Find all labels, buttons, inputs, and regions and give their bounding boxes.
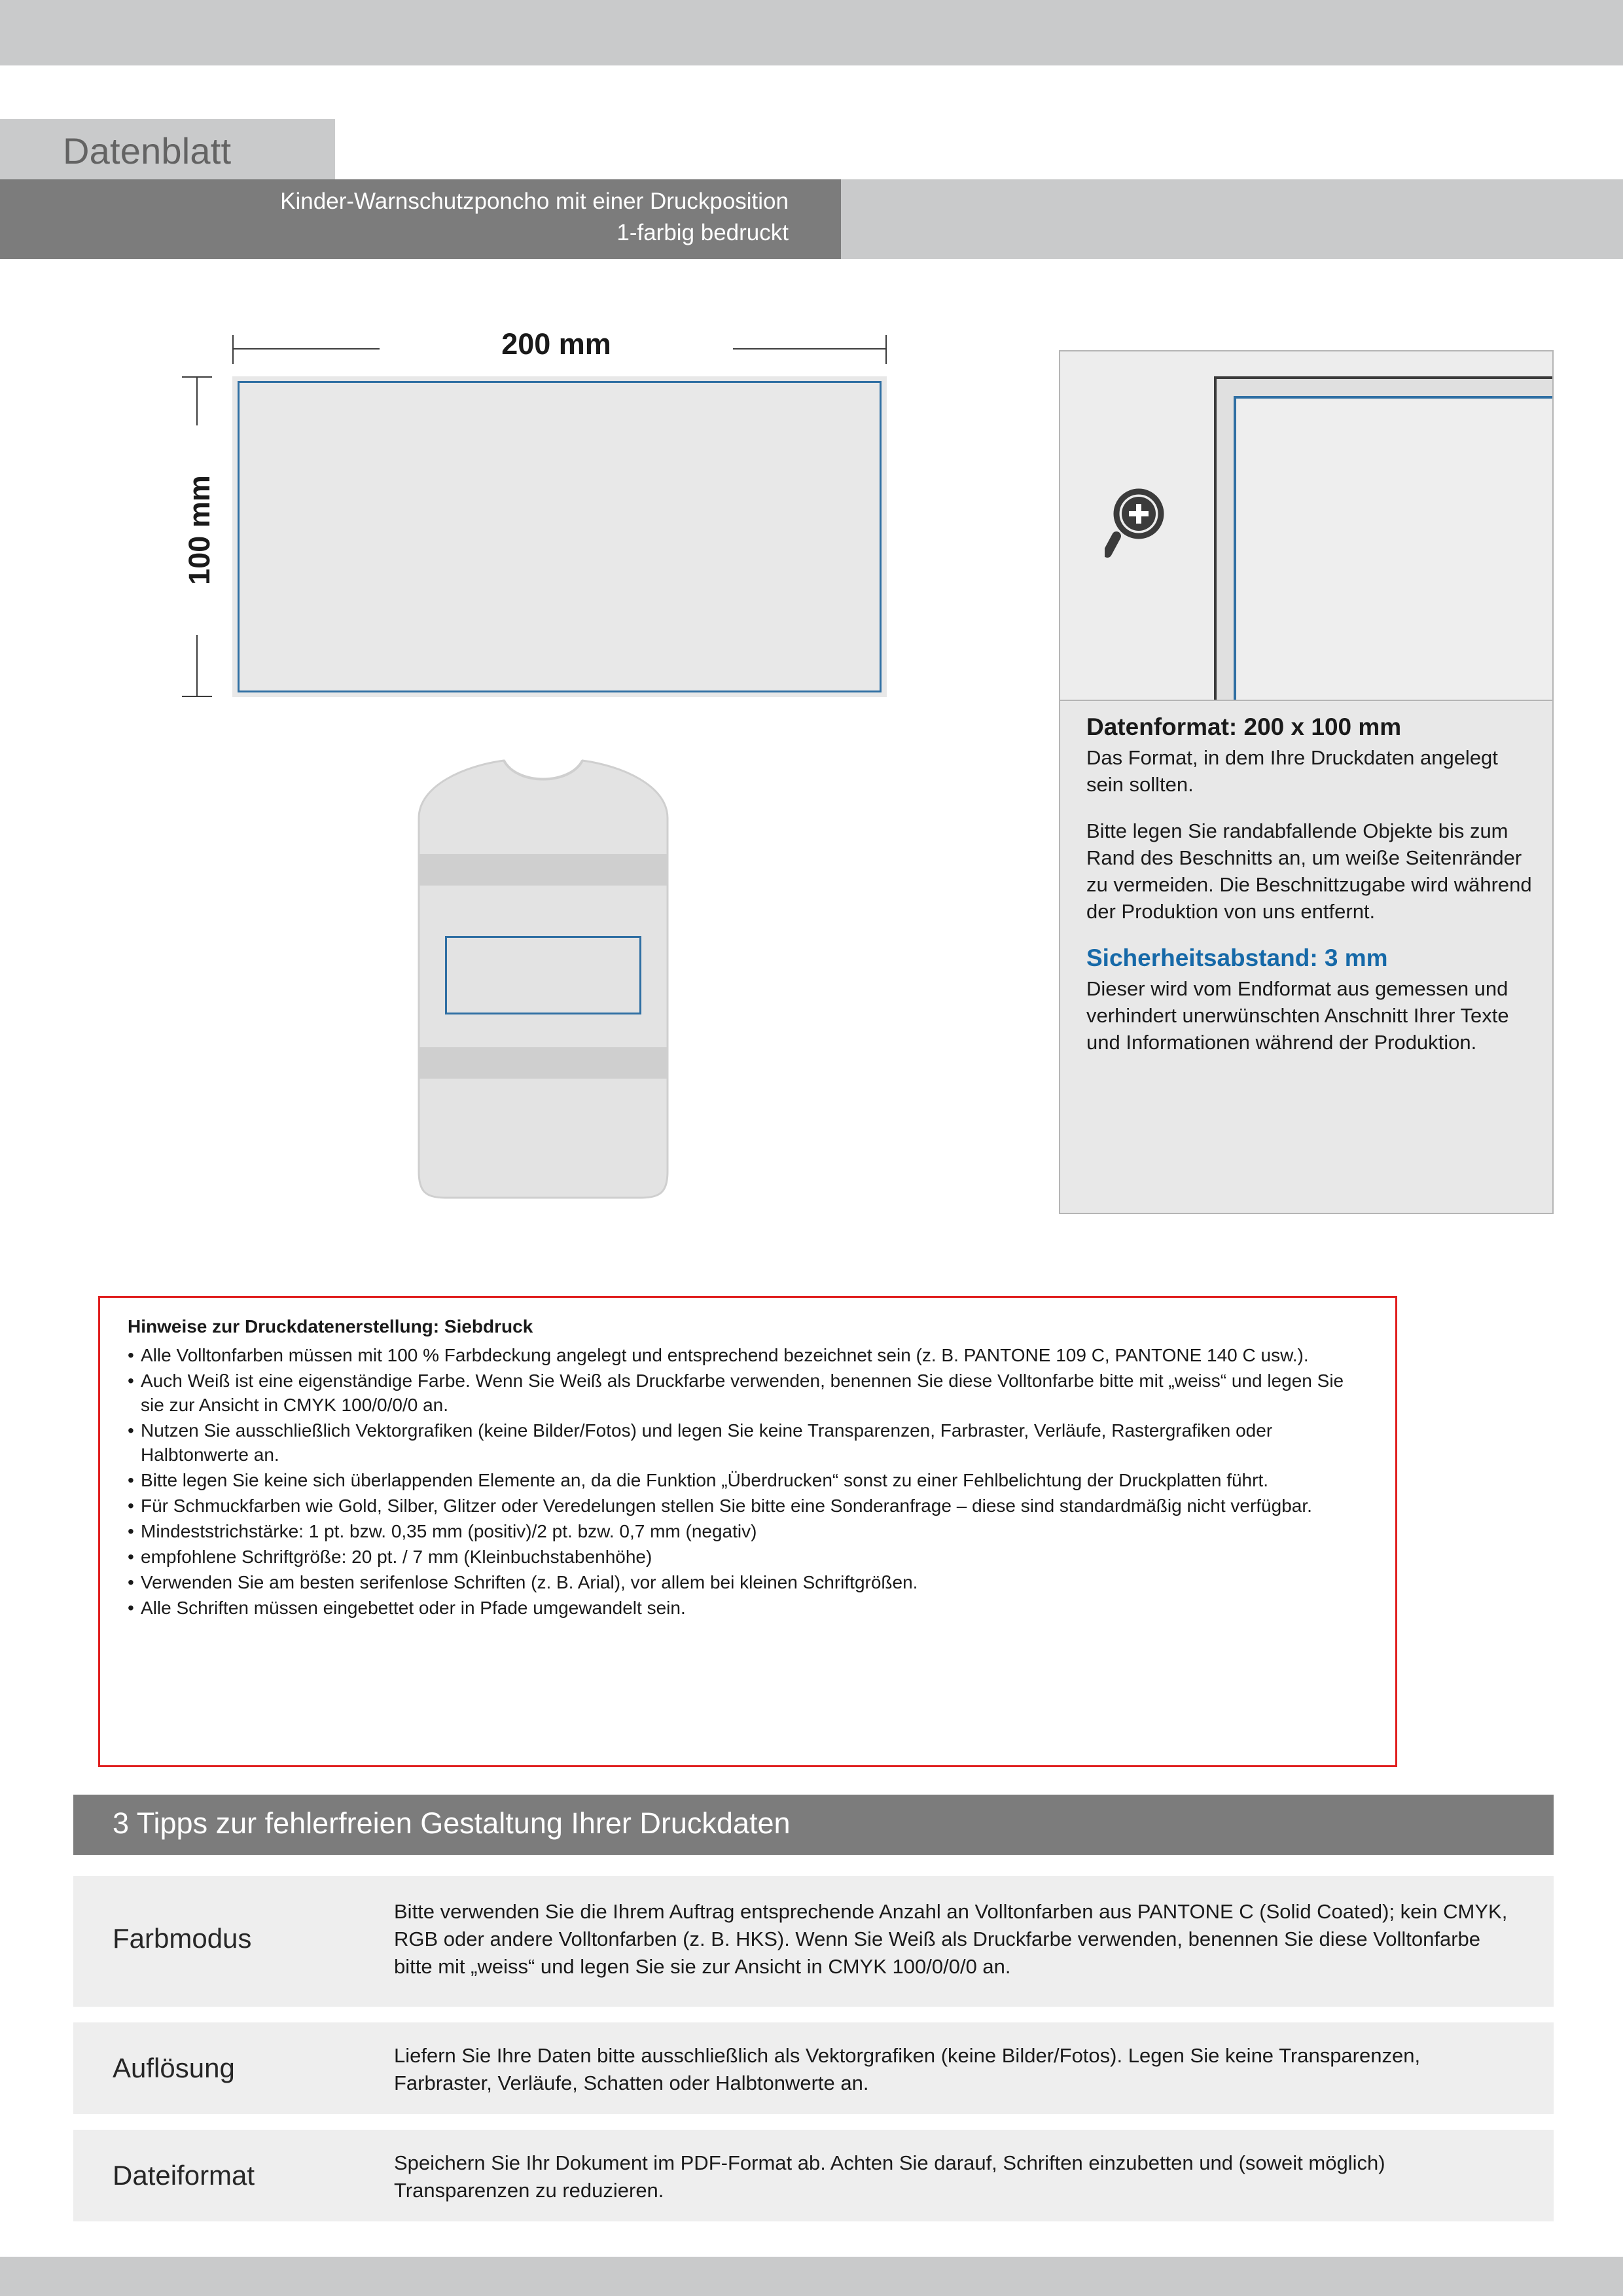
product-print-option: 1-farbig bedruckt — [616, 220, 789, 245]
header-right-filler — [841, 179, 1623, 259]
print-data-notice-box — [98, 1296, 1397, 1767]
corner-zoom-preview — [1059, 350, 1554, 701]
notice-list — [126, 1344, 1370, 1621]
tip-label: Dateiformat — [113, 2160, 255, 2191]
height-tick-bottom — [182, 696, 212, 697]
width-tick-left — [232, 335, 234, 364]
list-item: • Auch Weiß ist eine eigenständige Farbe. Wenn Sie Weiß als Druckfarbe verwenden, benennen Sie diese Volltonfarbe bitte mit „weiss“ und legen Sie sie zur Ansicht in CMYK 100/0/0/0 an. — [126, 1369, 1370, 1418]
tip-text: Speichern Sie Ihr Dokument im PDF-Format ab. Achten Sie darauf, Schriften einzubetten und (soweit möglich) Transparenzen zu reduzieren. — [394, 2151, 1385, 2202]
list-item: • Verwenden Sie am besten serifenlose Schriften (z. B. Arial), vor allem bei kleinen Schriftgrößen. — [126, 1571, 1370, 1595]
tips-header — [73, 1795, 1554, 1855]
tip-text: Liefern Sie Ihre Daten bitte ausschließlich als Vektorgrafiken (keine Bilder/Fotos). Legen Sie keine Transparenzen, Farbraster, Verläufe, Schatten oder Halbtonwerte an. — [394, 2044, 1421, 2094]
tip-label: Auflösung — [113, 2053, 235, 2083]
data-format-text-2: Bitte legen Sie randabfallende Objekte bis zum Rand des Beschnitts an, um weiße Seitenränder zu vermeiden. Die Beschnittzugabe wird während der Produktion von uns entfernt. — [1086, 819, 1532, 923]
tip-label: Farbmodus — [113, 1923, 252, 1954]
product-subtitle-band — [0, 179, 841, 259]
width-label: 200 mm — [380, 325, 733, 364]
safety-distance-text: Dieser wird vom Endformat aus gemessen und verhindert unerwünschten Anschnitt Ihrer Texte und Informationen während der Produktion. — [1086, 977, 1509, 1054]
print-area-drawing — [164, 321, 883, 713]
product-name: Kinder-Warnschutzponcho mit einer Druckposition — [280, 188, 789, 214]
magnifier-plus-icon — [1105, 482, 1183, 561]
list-item: • Bitte legen Sie keine sich überlappenden Elemente an, da die Funktion „Überdrucken“ sonst zu einer Fehlbelichtung der Druckplatten führt. — [126, 1469, 1370, 1493]
list-item: • Nutzen Sie ausschließlich Vektorgrafiken (keine Bilder/Fotos) und legen Sie keine Transparenzen, Farbraster, Verläufe, Rastergrafiken oder Halbtonwerte an. — [126, 1419, 1370, 1467]
height-tick-top — [182, 376, 212, 378]
poncho-illustration — [340, 740, 746, 1224]
tip-row-farbmodus — [73, 1876, 1554, 2007]
format-info-text — [1086, 713, 1538, 1076]
list-item: • Für Schmuckfarben wie Gold, Silber, Glitzer oder Veredelungen stellen Sie bitte eine Sonderanfrage – diese sind standardmäßig nicht verfügbar. — [126, 1494, 1370, 1518]
list-item: • empfohlene Schriftgröße: 20 pt. / 7 mm (Kleinbuchstabenhöhe) — [126, 1545, 1370, 1570]
tips-heading: 3 Tipps zur fehlerfreien Gestaltung Ihrer Druckdaten — [113, 1806, 791, 1840]
datasheet-title-tab — [0, 119, 335, 179]
tip-text: Bitte verwenden Sie die Ihrem Auftrag entsprechende Anzahl an Volltonfarben aus PANTONE C (Solid Coated); kein CMYK, RGB oder andere Volltonfarben (z. B. HKS). Wenn Sie Weiß als Druckfarbe verwenden, benennen Sie diese Volltonfarbe bitte mit „weiss“ und legen Sie sie zur Ansicht in CMYK 100/0/0/0 an. — [394, 1900, 1508, 1978]
data-format-heading: Datenformat: 200 x 100 mm — [1086, 713, 1402, 740]
footer-bar — [0, 2257, 1623, 2296]
tip-row-aufloesung — [73, 2022, 1554, 2114]
print-position-marker — [445, 936, 641, 1014]
tip-row-dateiformat — [73, 2130, 1554, 2221]
data-format-text-1: Das Format, in dem Ihre Druckdaten angelegt sein sollten. — [1086, 746, 1498, 796]
list-item: • Alle Volltonfarben müssen mit 100 % Farbdeckung angelegt und entsprechend bezeichnet sein (z. B. PANTONE 109 C, PANTONE 140 C usw.). — [126, 1344, 1370, 1368]
list-item: • Alle Schriften müssen eingebettet oder in Pfade umgewandelt sein. — [126, 1596, 1370, 1621]
notice-title: Hinweise zur Druckdatenerstellung: Siebdruck — [128, 1316, 533, 1336]
height-label: 100 mm — [180, 425, 219, 635]
safety-distance-heading: Sicherheitsabstand: 3 mm — [1086, 944, 1388, 972]
list-item: • Mindeststrichstärke: 1 pt. bzw. 0,35 mm (positiv)/2 pt. bzw. 0,7 mm (negativ) — [126, 1520, 1370, 1544]
header-top-bar — [0, 0, 1623, 65]
page-title: Datenblatt — [63, 130, 232, 171]
zoom-safety-edge — [1234, 396, 1554, 701]
width-tick-right — [885, 335, 887, 364]
artwork-safety-frame — [238, 381, 882, 692]
